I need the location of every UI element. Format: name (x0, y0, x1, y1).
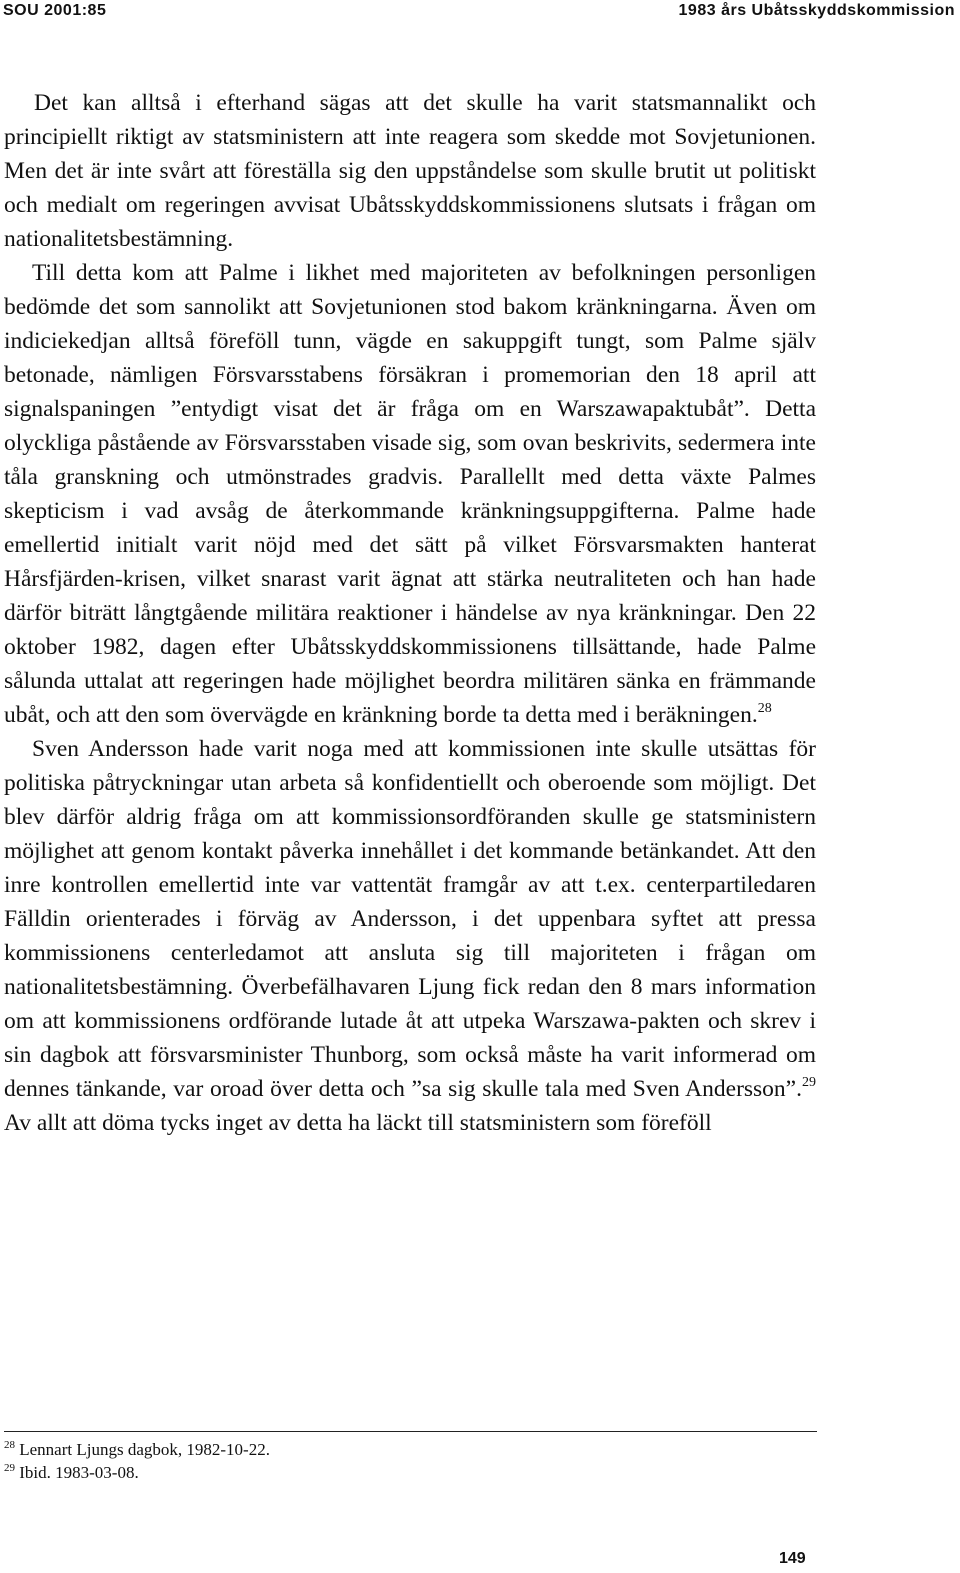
paragraph-text: Till detta kom att Palme i likhet med majoriteten av befolkningen personligen bedömde det som sannolikt att Sovjetunionen stod bakom kränkningarna. Även om indiciekedjan alltså föreföll tunn, vägde en sakuppgift tungt, som Palme själv betonade, nämligen Försvarsstabens försäkran i promemorian den 18 april att signalspaningen ”entydigt visat det är fråga om en Warszawapaktubåt”. Detta olyckliga påstående av Försvarsstaben visade sig, som ovan beskrivits, sedermera inte tåla granskning och utmönstrades gradvis. Parallellt med detta växte Palmes skepticism i vad avsåg de återkommande kränkningsuppgifterna. Palme hade emellertid initialt varit nöjd med det sätt på vilket Försvarsmakten hanterat Hårsfjärden-krisen, vilket snarast varit ägnat att stärka neutraliteten och han hade därför biträtt långtgående militära reaktioner i händelse av nya kränkningar. Den 22 oktober 1982, dagen efter Ubåtsskyddskommissionens tillsättande, hade Palme sålunda uttalat att regeringen hade möjlighet beordra militären sänka en främmande ubåt, och att den som övervägde en kränkning borde ta detta med i beräkningen. (4, 260, 816, 728)
paragraph (4, 86, 816, 256)
footnote-text: Ibid. 1983-03-08. (19, 1463, 139, 1482)
footnotes (4, 1438, 816, 1484)
paragraph-text: Sven Andersson hade varit noga med att kommissionen inte skulle utsättas för politiska påtryckningar utan arbeta så konfidentiellt och oberoende som möjligt. Det blev därför aldrig fråga om att kommissionsordföranden skulle ge statsministern möjlighet att genom kontakt påverka innehållet i det kommande betänkandet. Att den inre kontrollen emellertid inte var vattentät framgår av att t.ex. centerpartiledaren Fälldin orienterades i förväg av Andersson, i det uppenbara syftet att pressa kommissionens centerledamot att ansluta sig till majoriteten i frågan om nationalitetsbestämning. Överbefälhavaren Ljung fick redan den 8 mars information om att kommissionens ordförande lutade åt att utpeka Warszawa-pakten och skrev i sin dagbok att försvarsminister Thunborg, som också måste ha varit informerad om dennes tänkande, var oroad över detta och ”sa sig skulle tala med Sven Andersson”. (4, 736, 816, 1102)
footnote-reference[interactable]: 29 (802, 1075, 816, 1090)
header-chapter-title: 1983 års Ubåtsskyddskommission (678, 2, 955, 19)
body-text (4, 86, 816, 1140)
footnote (4, 1438, 816, 1461)
footnote-reference[interactable]: 28 (757, 701, 772, 716)
footnote-number: 29 (4, 1462, 15, 1474)
paragraph-text: Det kan alltså i efterhand sägas att det skulle ha varit statsmannalikt och principiellt riktigt av statsministern att inte reagera som skedde mot Sovjetunionen. Men det är inte svårt att föreställa sig den uppståndelse som skulle brutit ut politiskt och medialt om regeringen avvisat Ubåtsskyddskommissionens slutsats i frågan om nationalitetsbestämning. (4, 90, 816, 252)
paragraph (4, 256, 816, 732)
footnote-divider (4, 1431, 817, 1432)
header-report-number: SOU 2001:85 (3, 2, 107, 19)
footnote (4, 1461, 816, 1484)
running-header (0, 0, 960, 28)
footnote-text: Lennart Ljungs dagbok, 1982-10-22. (19, 1440, 270, 1459)
paragraph (4, 732, 816, 1140)
page-number: 149 (779, 1550, 806, 1567)
footnote-number: 28 (4, 1439, 15, 1451)
paragraph-text: Av allt att döma tycks inget av detta ha läckt till statsministern som föreföll (4, 1110, 712, 1136)
